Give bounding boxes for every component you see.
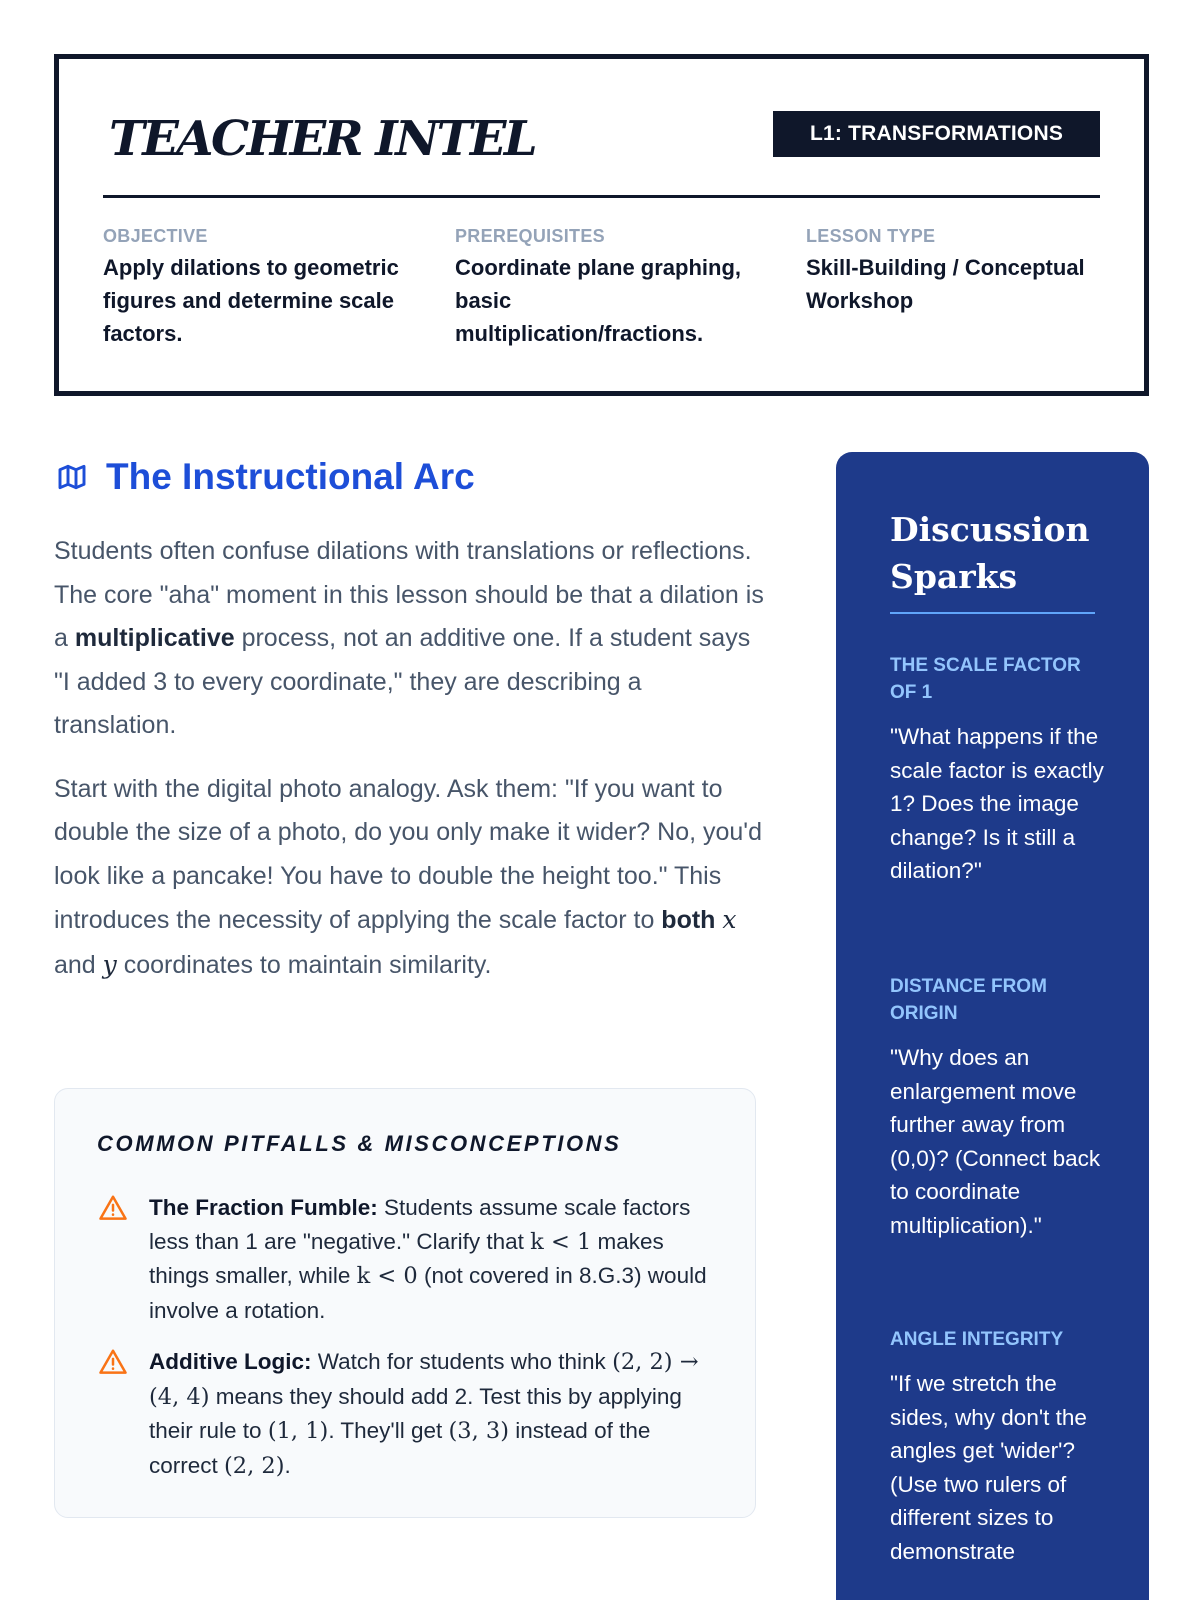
arc-paragraph xyxy=(54,768,764,988)
lesson-header-card xyxy=(54,54,1149,396)
text-run: . They'll get xyxy=(328,1418,449,1443)
discussion-sparks-panel xyxy=(836,452,1149,1600)
meta-value: Coordinate plane graphing, basic multiplication/fractions. xyxy=(455,255,742,346)
math-variable: x xyxy=(722,905,737,934)
math-expression: (3, 3) xyxy=(448,1418,510,1444)
meta-lesson-type xyxy=(806,225,1106,317)
pitfall-name: The Fraction Fumble: xyxy=(149,1195,378,1220)
spark-quote: "Why does an enlargement move further away from (0,0)? (Connect back to coordinate multiplication)." xyxy=(890,1045,1101,1238)
warning-icon xyxy=(97,1191,129,1327)
text-run: Students assume scale factors less than 1 are "negative." Clarify that xyxy=(149,1195,691,1254)
pitfall-name: Additive Logic: xyxy=(149,1349,312,1374)
meta-objective xyxy=(103,225,403,350)
pitfall-item xyxy=(97,1345,717,1483)
text-run: process, not an additive one. If a student says "I added 3 to every coordinate," they are describing a translation. xyxy=(54,624,751,739)
meta-value: Skill-Building / Conceptual Workshop xyxy=(806,255,1085,313)
meta-label: LESSON TYPE xyxy=(806,226,936,246)
text-run: . xyxy=(284,1452,291,1478)
spark-item xyxy=(890,652,1105,888)
meta-label: PREREQUISITES xyxy=(455,226,605,246)
meta-value: Apply dilations to geometric figures and determine scale factors. xyxy=(103,255,399,346)
text-run: Start with the digital photo analogy. Ask them: "If you want to double the size of a photo, do you only make it wider? No, you'd look like a pancake! You have to double the height too." This introduces the necessity of applying the scale factor to xyxy=(54,774,762,934)
text-run: and xyxy=(54,950,103,979)
header-divider xyxy=(103,195,1100,198)
instructional-arc-body xyxy=(54,530,764,1007)
spark-item xyxy=(890,973,1105,1242)
arc-paragraph xyxy=(54,530,764,748)
spark-label: DISTANCE FROM ORIGIN xyxy=(890,976,1047,1024)
emphasis: multiplicative xyxy=(74,624,235,652)
meta-prerequisites xyxy=(455,225,755,350)
spark-quote: "If we stretch the sides, why don't the angles get 'wider'? (Use two rulers of different sizes to demonstrate xyxy=(890,1371,1087,1564)
math-expression: k < 1 xyxy=(530,1228,592,1255)
map-icon xyxy=(54,461,90,493)
sparks-divider xyxy=(890,612,1095,614)
brand-title: TEACHER INTEL xyxy=(109,111,536,167)
math-expression: k < 0 xyxy=(356,1263,418,1289)
math-expression: (2, 2) → (4, 4) xyxy=(149,1349,699,1410)
pitfall-text xyxy=(149,1345,717,1483)
pitfalls-card xyxy=(54,1088,756,1518)
math-expression: (2, 2) xyxy=(224,1452,285,1479)
math-expression: (1, 1) xyxy=(267,1418,329,1444)
text-run: (not covered in 8.G.3) would involve a rotation. xyxy=(149,1263,707,1323)
warning-icon xyxy=(97,1345,129,1483)
pitfalls-title: COMMON PITFALLS & MISCONCEPTIONS xyxy=(97,1131,622,1156)
text-run: instead of the correct xyxy=(149,1418,651,1478)
section-title: The Instructional Arc xyxy=(106,456,475,497)
math-variable: y xyxy=(102,949,117,979)
meta-label: OBJECTIVE xyxy=(103,226,208,246)
text-run: makes things smaller, while xyxy=(149,1228,664,1288)
emphasis: both xyxy=(661,906,716,934)
spark-label: THE SCALE FACTOR OF 1 xyxy=(890,655,1081,703)
text-run: Students often confuse dilations with translations or reflections. The core "aha" moment in this lesson should be that a dilation is a xyxy=(54,537,764,652)
text-run: coordinates to maintain similarity. xyxy=(116,950,492,979)
pitfall-item xyxy=(97,1191,717,1327)
text-run: means they should add 2. Test this by applying their rule to xyxy=(149,1383,682,1443)
lesson-badge: L1: TRANSFORMATIONS xyxy=(773,111,1100,157)
spark-item xyxy=(890,1326,1105,1568)
pitfall-text xyxy=(149,1191,717,1327)
sparks-title: Discussion Sparks xyxy=(890,510,1090,596)
spark-quote: "What happens if the scale factor is exactly 1? Does the image change? Is it still a dilation?" xyxy=(890,724,1104,883)
text-run: Watch for students who think xyxy=(311,1349,613,1374)
instructional-arc-heading xyxy=(54,452,475,502)
spark-label: ANGLE INTEGRITY xyxy=(890,1329,1064,1350)
